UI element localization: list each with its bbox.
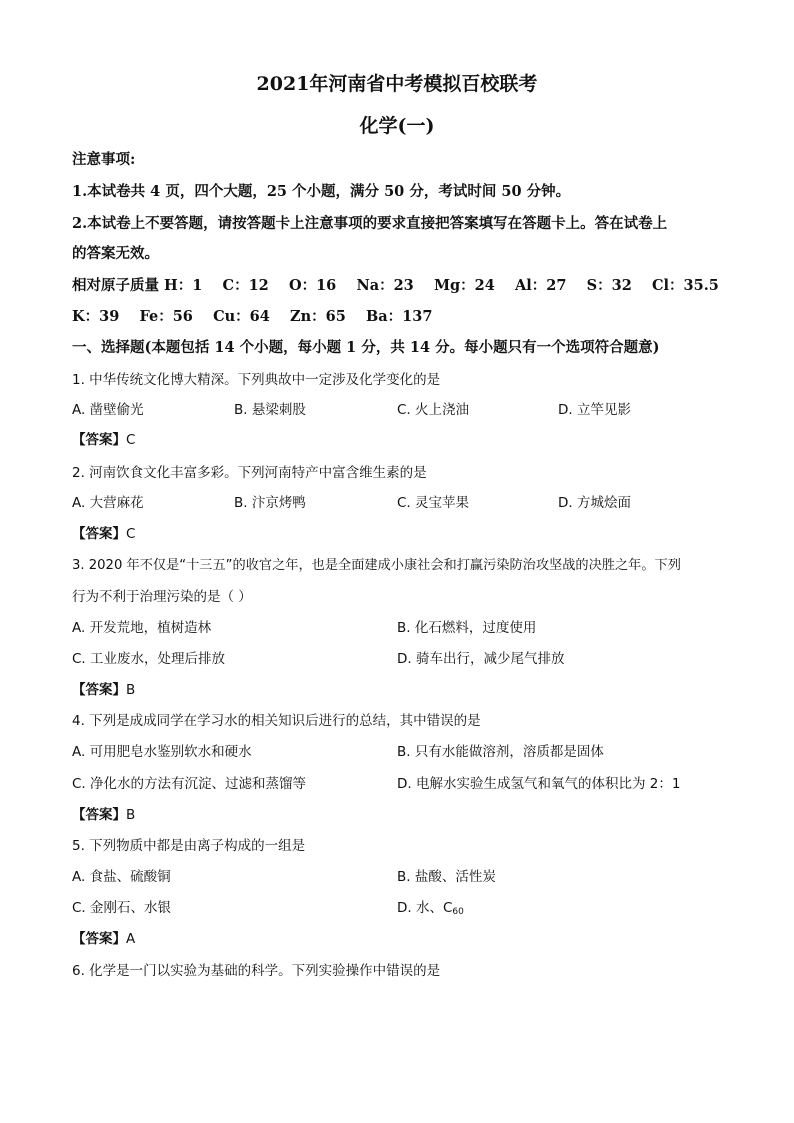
notice-heading: 注意事项:: [72, 151, 136, 168]
section-1-heading: 一、选择题(本题包括 14 个小题，每小题 1 分，共 14 分。每小题只有一个选项符合题意): [72, 339, 660, 356]
question-4-stem: 4. 下列是成成同学在学习水的相关知识后进行的总结，其中错误的是: [72, 713, 481, 729]
question-1-option-a: A. 凿壁偷光: [72, 402, 144, 418]
exam-subtitle: 化学(一): [359, 115, 435, 137]
question-4-option-b: B. 只有水能做溶剂，溶质都是固体: [397, 744, 604, 760]
question-4-answer: [72, 805, 135, 825]
question-4-option-d: D. 电解水实验生成氢气和氧气的体积比为 2：1: [397, 776, 681, 792]
answer-tag: 【答案】: [72, 526, 126, 542]
question-6-stem: 6. 化学是一门以实验为基础的科学。下列实验操作中错误的是: [72, 963, 441, 979]
notice-item-2b: 的答案无效。: [72, 245, 159, 262]
question-1-option-b: B. 悬梁刺股: [234, 402, 306, 418]
exam-title: 2021年河南省中考模拟百校联考: [256, 73, 538, 95]
answer-tag: 【答案】: [72, 682, 126, 698]
question-3-answer: [72, 680, 135, 700]
question-4-option-c: C. 净化水的方法有沉淀、过滤和蒸馏等: [72, 776, 307, 792]
option-d-text: D. 水、C: [397, 900, 453, 916]
notice-item-2a: 2.本试卷上不要答题，请按答题卡上注意事项的要求直接把答案填写在答题卡上。答在试卷上: [72, 215, 668, 232]
question-3-stem-line-2: 行为不利于治理污染的是（ ）: [72, 589, 252, 605]
question-2-option-d: D. 方城烩面: [558, 495, 631, 511]
question-3-option-c: C. 工业废水，处理后排放: [72, 651, 226, 667]
answer-tag: 【答案】: [72, 807, 126, 823]
answer-value: C: [126, 526, 136, 542]
question-5-answer: [72, 929, 135, 949]
question-2-answer: [72, 524, 135, 544]
question-2-option-c: C. 灵宝苹果: [397, 495, 470, 511]
question-1-option-c: C. 火上浇油: [397, 402, 470, 418]
question-1-stem: 1. 中华传统文化博大精深。下列典故中一定涉及化学变化的是: [72, 372, 441, 388]
answer-tag: 【答案】: [72, 931, 126, 947]
question-5-option-b: B. 盐酸、活性炭: [397, 869, 496, 885]
question-5-option-d: [397, 898, 464, 922]
question-5-option-a: A. 食盐、硫酸铜: [72, 869, 171, 885]
notice-item-1: 1.本试卷共 4 页，四个大题，25 个小题，满分 50 分，考试时间 50 分钟。: [72, 183, 571, 200]
question-3-option-a: A. 开发荒地，植树造林: [72, 620, 212, 636]
answer-value: B: [126, 807, 136, 823]
atomic-masses-line-1: 相对原子质量 H：1 C：12 O：16 Na：23 Mg：24 Al：27 S：32 Cl：35.5: [72, 277, 719, 294]
answer-value: C: [126, 432, 136, 448]
question-5-option-c: C. 金刚石、水银: [72, 900, 172, 916]
question-4-option-a: A. 可用肥皂水鉴别软水和硬水: [72, 744, 252, 760]
option-d-subscript: 60: [452, 907, 464, 917]
question-2-stem: 2. 河南饮食文化丰富多彩。下列河南特产中富含维生素的是: [72, 465, 427, 481]
question-1-option-d: D. 立竿见影: [558, 402, 631, 418]
answer-value: B: [126, 682, 136, 698]
question-3-option-d: D. 骑车出行，减少尾气排放: [397, 651, 565, 667]
answer-value: A: [126, 931, 136, 947]
question-1-answer: [72, 430, 135, 450]
question-2-option-b: B. 汴京烤鸭: [234, 495, 306, 511]
atomic-masses-line-2: K：39 Fe：56 Cu：64 Zn：65 Ba：137: [72, 308, 433, 325]
answer-tag: 【答案】: [72, 432, 126, 448]
question-2-option-a: A. 大营麻花: [72, 495, 144, 511]
question-3-option-b: B. 化石燃料，过度使用: [397, 620, 537, 636]
question-3-stem-line-1: 3. 2020 年不仅是“十三五”的收官之年，也是全面建成小康社会和打赢污染防治攻坚战的决胜之年。下列: [72, 558, 681, 573]
question-5-stem: 5. 下列物质中都是由离子构成的一组是: [72, 838, 306, 854]
